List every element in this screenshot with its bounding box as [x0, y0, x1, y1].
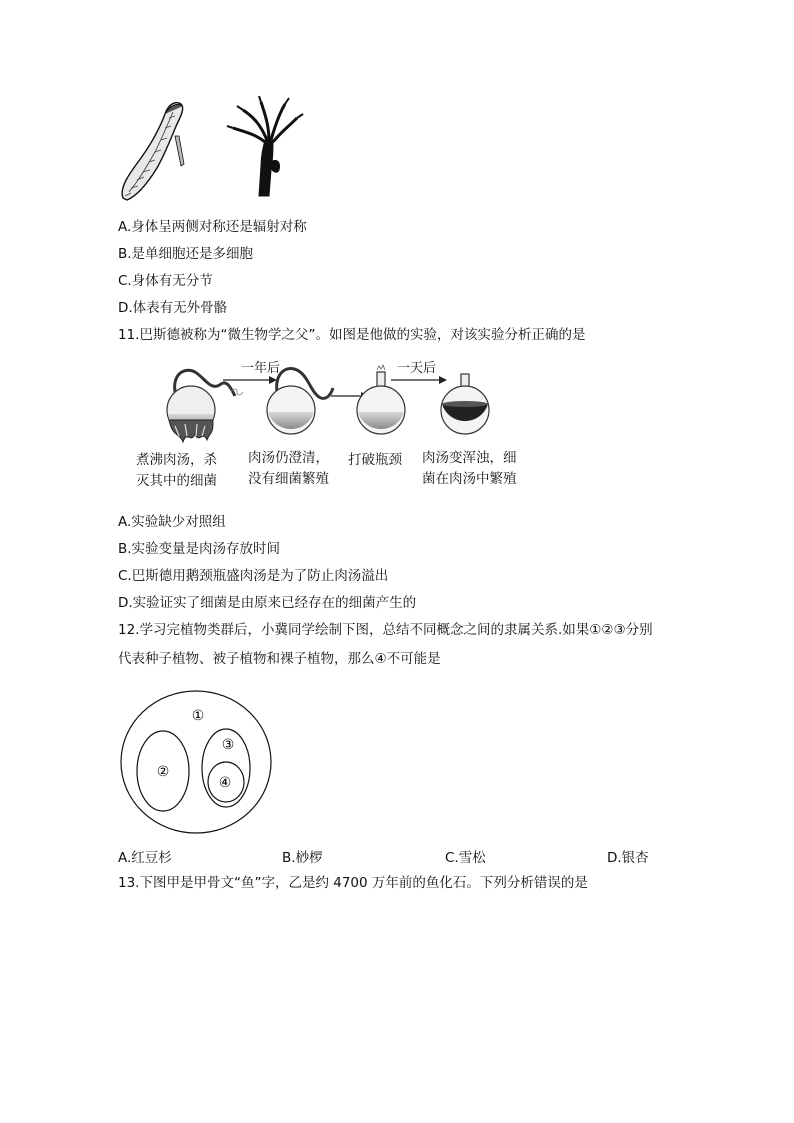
flask-clear-broth-icon [267, 368, 333, 434]
q11-option-a: A.实验缺少对照组 [118, 514, 226, 530]
q11-experiment-figure [155, 358, 505, 446]
label-circle-3: ③ [221, 737, 235, 753]
q10-animals-figure [115, 96, 305, 206]
q11-caption-1: 煮沸肉汤，杀 灭其中的细菌 [136, 452, 217, 489]
q10-option-b: B.是单细胞还是多细胞 [118, 246, 254, 262]
q12-stem-line-1: 12.学习完植物类群后，小冀同学绘制下图，总结不同概念之间的隶属关系.如果①②③分别 [118, 622, 653, 638]
flask-boiling-icon [167, 370, 235, 442]
q11-caption-2: 肉汤仍澄清， 没有细菌繁殖 [248, 450, 329, 487]
label-circle-4: ④ [218, 775, 232, 791]
q11-caption-3: 打破瓶颈 [348, 452, 402, 468]
q10-option-a: A.身体呈两侧对称还是辐射对称 [118, 219, 307, 235]
q11-option-d: D.实验证实了细菌是由原来已经存在的细菌产生的 [118, 595, 417, 611]
label-circle-2: ② [156, 764, 170, 780]
q11-caption-4: 肉汤变浑浊，细 菌在肉汤中繁殖 [422, 450, 517, 487]
q11-stem: 11.巴斯德被称为“微生物学之父”。如图是他做的实验，对该实验分析正确的是 [118, 327, 586, 343]
q10-option-d: D.体表有无外骨骼 [118, 300, 228, 316]
arrow-one-year-label: 一年后 [241, 361, 281, 376]
arrow-one-day-label: 一天后 [397, 361, 437, 376]
q10-option-c: C.身体有无分节 [118, 273, 213, 289]
worm-illustration [122, 103, 184, 200]
q12-option-b: B.桫椤 [282, 850, 323, 866]
q12-option-d: D.银杏 [607, 850, 649, 866]
q12-concept-diagram [118, 688, 278, 836]
q11-option-b: B.实验变量是肉汤存放时间 [118, 541, 281, 557]
flask-turbid-broth-icon [441, 374, 489, 434]
q12-option-a: A.红豆杉 [118, 850, 172, 866]
q12-stem-line-2: 代表种子植物、被子植物和裸子植物，那么④不可能是 [118, 651, 441, 667]
q12-option-c: C.雪松 [445, 850, 486, 866]
q13-stem: 13.下图甲是甲骨文“鱼”字，乙是约 4700 万年前的鱼化石。下列分析错误的是 [118, 875, 588, 891]
q11-option-c: C.巴斯德用鹅颈瓶盛肉汤是为了防止肉汤溢出 [118, 568, 389, 584]
hydra-illustration [227, 96, 303, 196]
label-circle-1: ① [191, 708, 205, 724]
